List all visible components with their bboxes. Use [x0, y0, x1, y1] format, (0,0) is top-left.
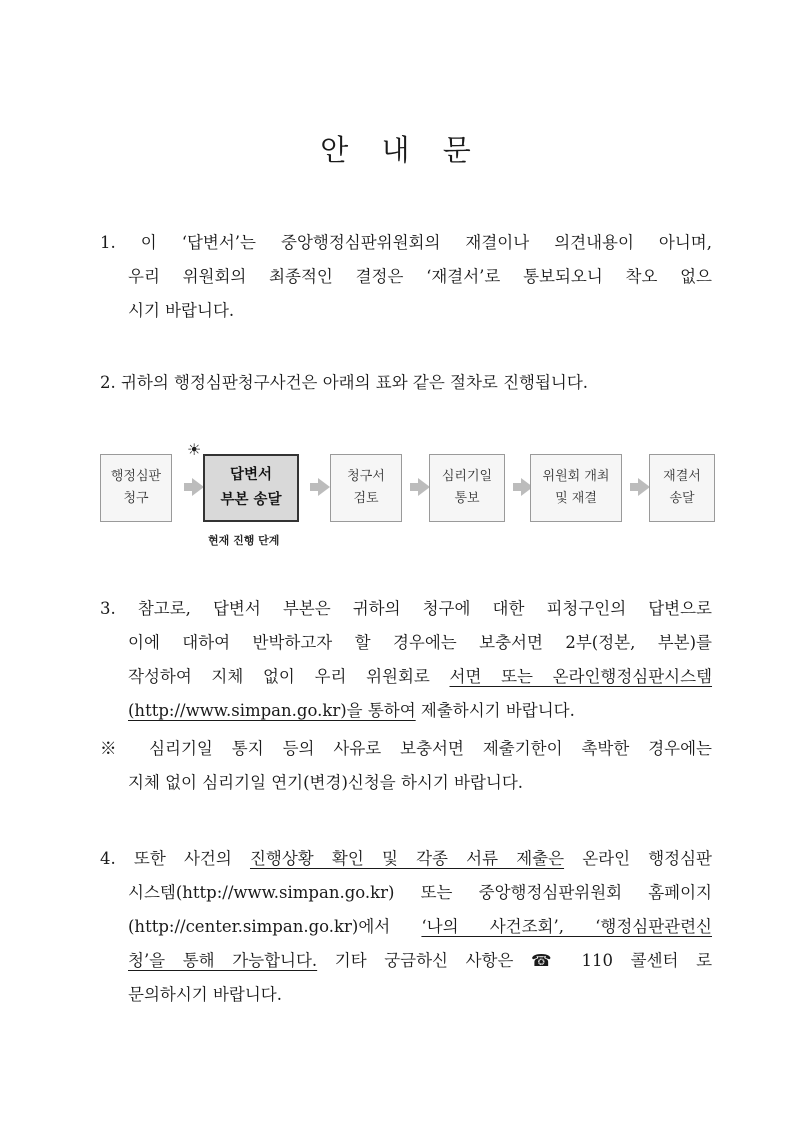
remark-line-2: 지체 없이 심리기일 연기(변경)신청을 하시기 바랍니다. [128, 773, 524, 792]
item-1-line-2: 우리 위원회의 최종적인 결정은 ‘재결서’로 통보되오니 착오 없으 [128, 267, 712, 286]
flow-step-line-1: 심리기일 [441, 469, 493, 484]
simpan-url-underlined: (http://www.simpan.go.kr)을 통하여 [128, 701, 416, 720]
item-3-line-1: 3. 참고로, 답변서 부본은 귀하의 청구에 대한 피청구인의 답변으로 [100, 599, 712, 618]
item-4-text: 110 콜센터 로 [563, 951, 713, 970]
flow-arrow-icon [318, 478, 330, 496]
flow-step-line-2: 부본 송달 [220, 492, 282, 508]
item-3-text: 작성하여 지체 없이 우리 위원회로 [128, 667, 450, 686]
item-4-text: 기타 궁금하신 사항은 [317, 951, 532, 970]
flow-step-line-2: 및 재결 [555, 491, 597, 506]
progress-check-underlined: 진행상황 확인 및 각종 서류 제출은 [249, 849, 565, 868]
item-4-text: (http://center.simpan.go.kr)에서 [128, 917, 422, 936]
item-2-line-1: 2. 귀하의 행정심판청구사건은 아래의 표와 같은 절차로 진행됩니다. [100, 373, 589, 392]
flow-step-line-1: 청구서 [347, 469, 385, 484]
item-1-line-3: 시기 바랍니다. [128, 301, 235, 320]
notice-item-4 [100, 842, 712, 1012]
sun-icon: ☀ [187, 440, 202, 459]
notice-item-2 [100, 366, 712, 400]
item-4-text: 4. 또한 사건의 [100, 849, 250, 868]
item-4-line-5: 문의하시기 바랍니다. [128, 985, 282, 1004]
flow-step-line-2: 검토 [353, 491, 379, 506]
flow-step-decision-delivery [649, 454, 715, 522]
flow-step-line-1: 위원회 개최 [542, 469, 610, 484]
item-3-text: 제출하시기 바랍니다. [415, 701, 575, 720]
procedure-flow-chart [100, 440, 715, 547]
availability-underlined: 청’을 통해 가능합니다. [128, 951, 318, 970]
flow-step-committee-decision [530, 454, 622, 522]
flow-step-petition [100, 454, 172, 522]
flow-step-answer-delivery [203, 454, 299, 522]
flow-step-line-2: 송달 [669, 491, 695, 506]
case-inquiry-underlined: ‘나의 사건조회’, ‘행정심판관련신 [421, 917, 712, 936]
remark-line-1: ※ 심리기일 통지 등의 사유로 보충서면 제출기한이 촉박한 경우에는 [100, 739, 712, 758]
notice-item-1 [100, 226, 712, 328]
flow-step-review [330, 454, 402, 522]
flow-step-line-2: 청구 [123, 491, 149, 506]
item-1-line-1: 1. 이 ‘답변서’는 중앙행정심판위원회의 재결이나 의견내용이 아니며, [100, 233, 712, 252]
flow-step-line-1: 답변서 [229, 467, 273, 483]
item-4-line-2: 시스템(http://www.simpan.go.kr) 또는 중앙행정심판위원회 홈페이지 [128, 883, 712, 902]
item-3-line-4 [100, 694, 712, 728]
item-4-line-4 [100, 944, 712, 978]
submission-method-underlined: 서면 또는 온라인행정심판시스템 [449, 667, 713, 686]
page-title: 안 내 문 [320, 133, 473, 167]
current-stage-label: 현재 진행 단계 [208, 534, 280, 547]
notice-remark [100, 732, 712, 800]
notice-item-3 [100, 592, 712, 728]
item-3-line-2: 이에 대하여 반박하고자 할 경우에는 보충서면 2부(정본, 부본)를 [128, 633, 712, 652]
item-4-line-3 [100, 910, 712, 944]
item-3-line-3 [100, 660, 712, 694]
item-4-text: 온라인 행정심판 [564, 849, 712, 868]
item-4-line-1 [100, 842, 712, 876]
flow-step-line-1: 재결서 [663, 469, 701, 484]
phone-icon: ☎ [531, 951, 564, 970]
flow-step-line-1: 행정심판 [110, 469, 162, 484]
flow-step-line-2: 통보 [454, 491, 480, 506]
flow-step-hearing-notice [429, 454, 505, 522]
